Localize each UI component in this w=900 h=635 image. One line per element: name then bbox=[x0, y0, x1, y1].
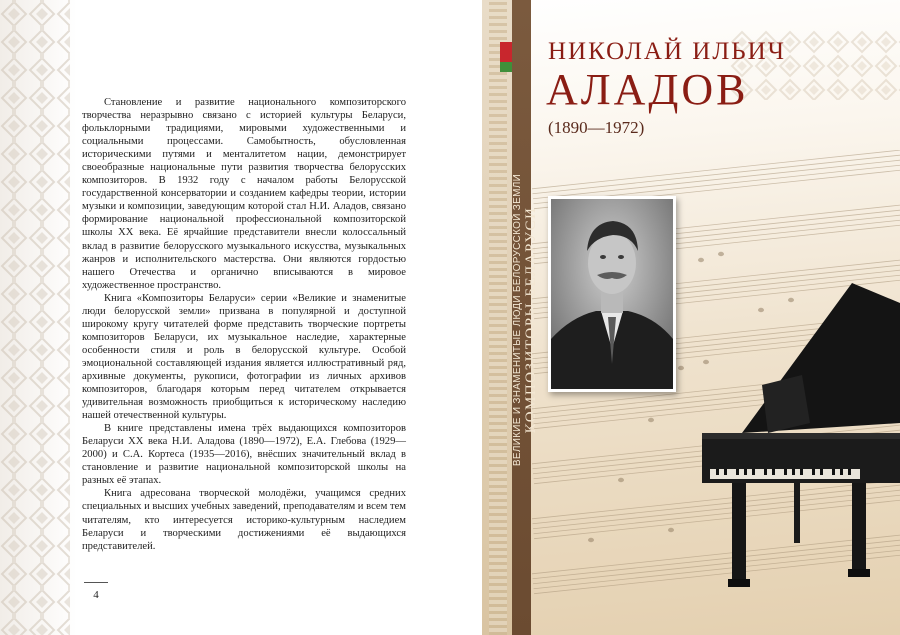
grand-piano-icon bbox=[702, 283, 900, 593]
paragraph: Книга адресована творческой молодёжи, учащимся средних специальных и высших учебных заведений, преподавателям и всем тем читателям, кто интересуется историко-культурным наследием Беларуси и творческими достижениями её выдающихся представителей. bbox=[82, 488, 406, 552]
paragraph: В книге представлены имена трёх выдающихся композиторов Беларуси XX века Н.И. Аладова (1890—1972), Е.А. Глебова (1929—2000) и С.А. Кортеса (1935—2016), внёсших значительный вклад в становление и развитие национальной композиторской школы на разных её этапах. bbox=[82, 423, 406, 487]
portrait-photo-icon bbox=[548, 196, 676, 392]
spine-ornament-icon bbox=[489, 0, 507, 635]
paragraph: Книга «Композиторы Беларуси» серии «Великие и знаменитые люди белорусской земли» призвана в популярной и доступной широкому кругу читателей форме представить творческие портреты композиторов Беларуси, их музыкальное наследие, характерные особенности стиля и роль в белорусской культуре. Особой эмоциональной составляющей издания является иллюстративный ряд, архивные документы, рукописи, фотографии из личных архивов композиторов, благодаря которым перед читателем открывается удивительная возможность приобщиться к историческому наследию нашей отечественной культуры. bbox=[82, 292, 406, 422]
page-number-rule bbox=[84, 582, 108, 583]
series-name: ВЕЛИКИЕ И ЗНАМЕНИТЫЕ ЛЮДИ БЕЛОРУССКОЙ ЗЕМЛИ bbox=[512, 173, 523, 467]
author-first-name: НИКОЛАЙ ИЛЬИЧ bbox=[548, 38, 786, 65]
book-cover bbox=[482, 0, 900, 635]
body-text bbox=[82, 96, 406, 553]
paragraph: Становление и развитие национального композиторского творчества неразрывно связано с историей культуры Беларуси, фольклорными традициями, мировыми художественными и социальными процессами. Самобытность, обусловленная историческими путями и менталитетом нации, демонстрирует своеобразные национальные пути развития творчества белорусских композиторов. В 1932 году с началом работы Белорусской государственной консерватории и созданием кафедры теории, истории музыки и композиции, заведующим которой стал Н.И. Аладов, связано формирование национальной профессиональной композиторской школы XX века. Её ярчайшие представители внесли колоссальный вклад в развитие белорусского музыкального искусства, музыкальных жанров и исполнительского мастерства. Они являются гордостью нашего Отечества и органично вписываются в мировое художественное пространство. bbox=[82, 97, 406, 291]
page-footer bbox=[84, 582, 108, 601]
series-subtitle: КОМПОЗИТОРЫ БЕЛАРУСИ bbox=[523, 206, 539, 434]
belarus-flag-icon bbox=[500, 42, 512, 72]
ornament-pattern-icon bbox=[0, 0, 70, 635]
author-last-name: АЛАДОВ bbox=[546, 65, 749, 114]
page-number: 4 bbox=[93, 589, 99, 601]
author-years: (1890—1972) bbox=[548, 118, 645, 137]
